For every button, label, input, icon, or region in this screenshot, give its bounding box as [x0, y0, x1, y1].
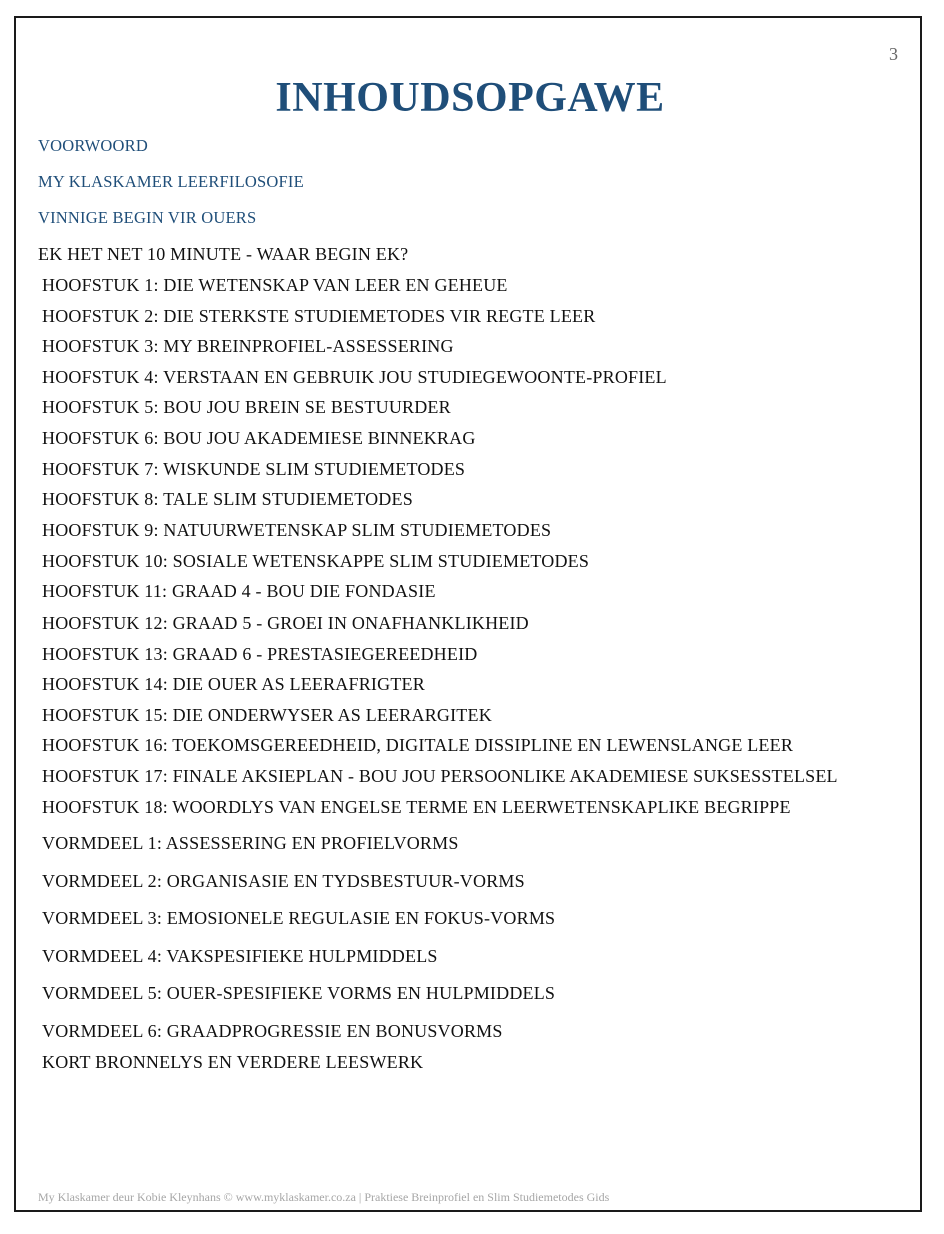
toc-entry-formpart-1[interactable]: VORMDEEL 1: ASSESSERING EN PROFIELVORMS: [42, 833, 459, 853]
toc-entry-formpart-3[interactable]: VORMDEEL 3: EMOSIONELE REGULASIE EN FOKUS-VORMS: [42, 908, 556, 928]
toc-entry-10-minute[interactable]: EK HET NET 10 MINUTE - WAAR BEGIN EK?: [38, 244, 409, 264]
toc-entry-chapter-15[interactable]: HOOFSTUK 15: DIE ONDERWYSER AS LEERARGITEK: [42, 705, 492, 725]
page-number: 3: [889, 44, 898, 64]
toc-entry-leerfilosofie[interactable]: MY KLASKAMER LEERFILOSOFIE: [38, 172, 304, 191]
toc-entry-chapter-3[interactable]: HOOFSTUK 3: MY BREINPROFIEL-ASSESSERING: [42, 336, 454, 356]
toc-entry-formpart-2[interactable]: VORMDEEL 2: ORGANISASIE EN TYDSBESTUUR-VORMS: [42, 871, 525, 891]
toc-entry-chapter-6[interactable]: HOOFSTUK 6: BOU JOU AKADEMIESE BINNEKRAG: [42, 428, 476, 448]
toc-entry-references[interactable]: KORT BRONNELYS EN VERDERE LEESWERK: [42, 1052, 424, 1072]
page-title: INHOUDSOPGAWE: [275, 75, 665, 121]
toc-entry-vinnige-begin[interactable]: VINNIGE BEGIN VIR OUERS: [38, 208, 257, 227]
toc-entry-chapter-8[interactable]: HOOFSTUK 8: TALE SLIM STUDIEMETODES: [42, 489, 413, 509]
toc-entry-chapter-9[interactable]: HOOFSTUK 9: NATUURWETENSKAP SLIM STUDIEMETODES: [42, 520, 552, 540]
toc-entry-chapter-10[interactable]: HOOFSTUK 10: SOSIALE WETENSKAPPE SLIM STUDIEMETODES: [42, 551, 590, 571]
toc-entry-chapter-7[interactable]: HOOFSTUK 7: WISKUNDE SLIM STUDIEMETODES: [42, 459, 466, 479]
toc-entry-chapter-18[interactable]: HOOFSTUK 18: WOORDLYS VAN ENGELSE TERME EN LEERWETENSKAPLIKE BEGRIPPE: [42, 797, 791, 817]
page-footer: My Klaskamer deur Kobie Kleynhans © www.myklaskamer.co.za | Praktiese Breinprofiel en Slim Studiemetodes Gids: [38, 1190, 610, 1204]
toc-entry-chapter-14[interactable]: HOOFSTUK 14: DIE OUER AS LEERAFRIGTER: [42, 674, 425, 694]
toc-entry-formpart-6[interactable]: VORMDEEL 6: GRAADPROGRESSIE EN BONUSVORMS: [42, 1021, 503, 1041]
toc-entry-chapter-11[interactable]: HOOFSTUK 11: GRAAD 4 - BOU DIE FONDASIE: [42, 581, 436, 601]
toc-entry-chapter-4[interactable]: HOOFSTUK 4: VERSTAAN EN GEBRUIK JOU STUDIEGEWOONTE-PROFIEL: [42, 367, 667, 387]
toc-entry-formpart-5[interactable]: VORMDEEL 5: OUER-SPESIFIEKE VORMS EN HULPMIDDELS: [42, 983, 556, 1003]
toc-entry-chapter-12[interactable]: HOOFSTUK 12: GRAAD 5 - GROEI IN ONAFHANKLIKHEID: [42, 613, 529, 633]
toc-entry-chapter-5[interactable]: HOOFSTUK 5: BOU JOU BREIN SE BESTUURDER: [42, 397, 451, 417]
toc-entry-chapter-1[interactable]: HOOFSTUK 1: DIE WETENSKAP VAN LEER EN GEHEUE: [42, 275, 508, 295]
table-of-contents: [16, 18, 920, 1210]
toc-entry-voorwoord[interactable]: VOORWOORD: [38, 136, 148, 155]
toc-entry-chapter-16[interactable]: HOOFSTUK 16: TOEKOMSGEREEDHEID, DIGITALE DISSIPLINE EN LEWENSLANGE LEER: [42, 735, 794, 755]
toc-entry-chapter-2[interactable]: HOOFSTUK 2: DIE STERKSTE STUDIEMETODES VIR REGTE LEER: [42, 306, 596, 326]
toc-entry-chapter-13[interactable]: HOOFSTUK 13: GRAAD 6 - PRESTASIEGEREEDHEID: [42, 644, 478, 664]
toc-entry-chapter-17[interactable]: HOOFSTUK 17: FINALE AKSIEPLAN - BOU JOU PERSOONLIKE AKADEMIESE SUKSESSTELSEL: [42, 766, 838, 786]
page-frame: [14, 16, 922, 1212]
toc-entry-formpart-4[interactable]: VORMDEEL 4: VAKSPESIFIEKE HULPMIDDELS: [42, 946, 438, 966]
